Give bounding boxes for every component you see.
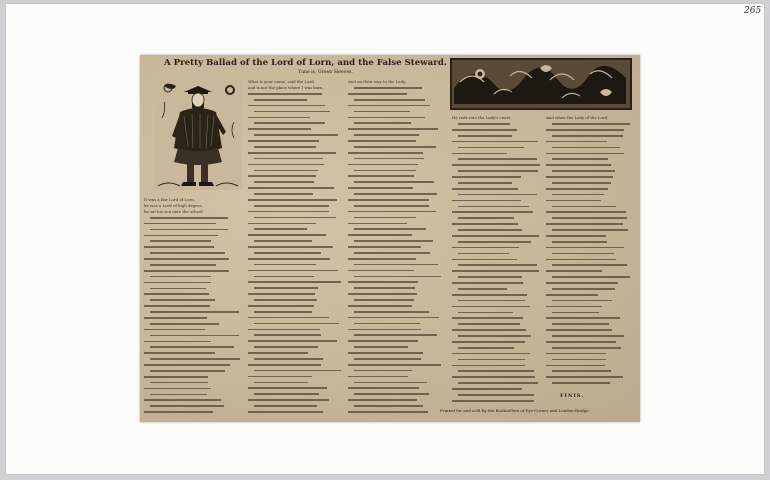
ballad-line: he was a Lord of high degree, [144, 202, 203, 208]
standing-gentleman-woodcut [154, 78, 242, 190]
ballad-line [452, 398, 546, 404]
ballad-line [546, 380, 636, 386]
decorative-band-woodcut [450, 58, 632, 110]
ballad-line [248, 409, 348, 415]
ballad-line: What is your name, said the Lord, [248, 79, 315, 84]
ballad-line: he set his son unto the school [144, 208, 203, 214]
ballad-column-1 [144, 197, 248, 419]
ballad-line [546, 333, 636, 339]
ballad-line [348, 315, 448, 321]
ballad-column-4 [452, 115, 546, 405]
ballad-line [348, 362, 448, 368]
printer-imprint: Printed for and sold by the Booksellers of Pye-Corner and London-Bridge. [440, 408, 590, 413]
ballad-column-3 [348, 79, 448, 419]
ballad-line [546, 133, 636, 139]
ballad-line [248, 197, 348, 203]
ballad-column-5 [546, 115, 636, 393]
ballad-line [546, 127, 636, 133]
ballad-line: and is not the place where I was born, [248, 84, 324, 90]
ballad-line [348, 409, 448, 415]
ballad-title: A Pretty Ballad of the Lord of Lorn, and the False Steward. [164, 58, 447, 68]
ballad-line: It was a fair Lord of Lorn, [144, 197, 195, 202]
ballad-line [144, 409, 248, 415]
ballad-line [348, 262, 448, 268]
tune-line: Tune is, Green Sleeves. [298, 70, 353, 75]
ballad-line: And on their way to the Lady, [348, 79, 406, 84]
page-number: 265 [744, 6, 762, 16]
ballad-line [546, 227, 636, 233]
ballad-line [144, 309, 248, 315]
broadside-sheet [140, 55, 640, 422]
ballad-line [248, 150, 348, 156]
ballad-line: And when the Lady of the Lord, [546, 115, 609, 120]
ballad-column-2 [248, 79, 348, 419]
ballad-line: He rode into the Lady's court, [452, 115, 512, 120]
finis-mark: FINIS. [560, 393, 584, 399]
ballad-line [452, 392, 546, 398]
ballad-line [546, 121, 636, 127]
ballad-line [348, 144, 448, 150]
ballad-line [452, 233, 546, 239]
ballad-line [348, 191, 448, 197]
ballad-line [248, 368, 348, 374]
